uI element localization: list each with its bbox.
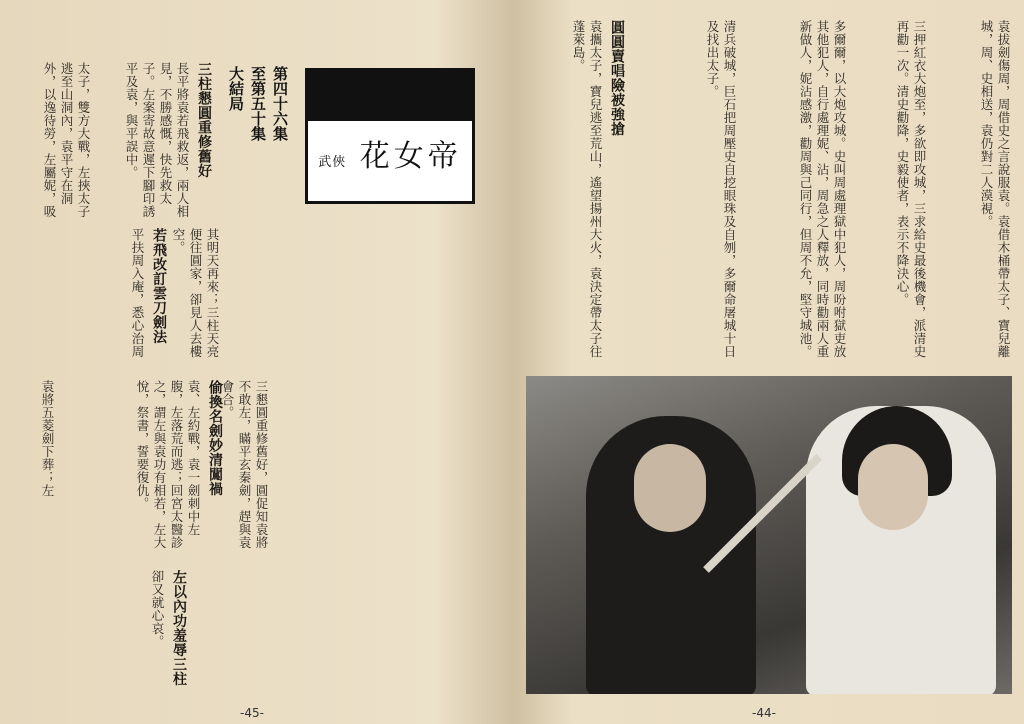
logo-small: 武俠 <box>318 155 347 170</box>
heading-3: 左以內功羞辱三柱 <box>171 570 187 686</box>
drama-title-box <box>305 68 475 204</box>
text-col-h: 卻又就心哀。 <box>150 570 165 648</box>
actor-right-figure <box>806 406 996 694</box>
text-col-a: 長平將袁若飛救返，兩人相見，不勝感慨，快先救太子。左案寄故意遲下腳印誘平及袁，與平誤中。 <box>124 62 190 218</box>
episode-range-2: 至第五十集 <box>249 66 267 141</box>
heading-2: 偷換名劍妙清闖禍 <box>207 380 223 496</box>
drama-logo <box>308 131 472 175</box>
drama-still-photo <box>526 376 1012 694</box>
right-col-b: 三押紅衣大炮至，多欲即攻城，三求給史最後機會，派清史再勸一次。清史勸降，史毅使者，表示不降決心。 <box>895 20 927 358</box>
logo-title: 花女帝 <box>359 139 462 174</box>
right-col-e: 袁攜太子，寶兒逃至荒山，遙望揚州大火，袁決定帶太子往蓬萊島。 <box>571 20 603 358</box>
page-number-left: -45- <box>240 706 264 720</box>
text-col-b: 太子，雙方大戰，左挾太子逃至山洞內，袁平守在洞外，以逸待勞，左屬妮，吸 <box>42 62 91 218</box>
heading-4: 若飛改訂雲刀劍法 <box>151 228 167 344</box>
right-col-c: 多爾爾，以大炮攻城。史叫周處理獄中犯人，周吩咐獄吏放其他犯人，自行處理妮、沾，周急之人釋放，同時勸兩人重新做人，妮沾感激，勸周與己同行，但周不允，堅守城池。 <box>798 20 847 358</box>
episode-label: 大結局 <box>227 66 245 111</box>
right-col-d: 清兵破城，巨石把周壓史自挖眼珠及自刎，多爾命屠城十日及找出太子。 <box>705 20 737 358</box>
page-number-right: -44- <box>752 706 776 720</box>
right-heading-1: 圓圓賣唱險被強搶 <box>609 20 625 136</box>
actor-left-face <box>634 444 706 532</box>
actor-right-face <box>858 444 928 530</box>
heading-1: 三柱懇圓重修舊好 <box>196 62 212 178</box>
text-col-c: 其明天再來；三柱天亮便往圓家，卻見人去樓空。 <box>171 228 220 358</box>
text-col-g: 平扶周入庵，悉心治周 <box>130 228 145 358</box>
actor-left-figure <box>586 416 756 694</box>
title-bar <box>308 71 472 121</box>
right-col-a: 袁拔劍傷周，周借史之言說服袁。袁借木桶帶太子、寶兒離城，周、史相送，袁仍對二人漠視。 <box>979 20 1011 358</box>
text-col-e: 袁、左約戰，袁一劍刺中左腹，左落荒而逃；回宮太醫診之，謂左與袁功有相若，左大悅，祭書，誓要復仇。 <box>135 380 201 549</box>
episode-range-1: 第四十六集 <box>271 66 289 141</box>
text-col-d: 三懇圓重修舊好，圓促知袁將不敢左，瞞平玄秦劍，趕與袁會合。 <box>220 380 269 549</box>
text-col-f: 袁將五菱劍下葬；左 <box>40 380 55 497</box>
